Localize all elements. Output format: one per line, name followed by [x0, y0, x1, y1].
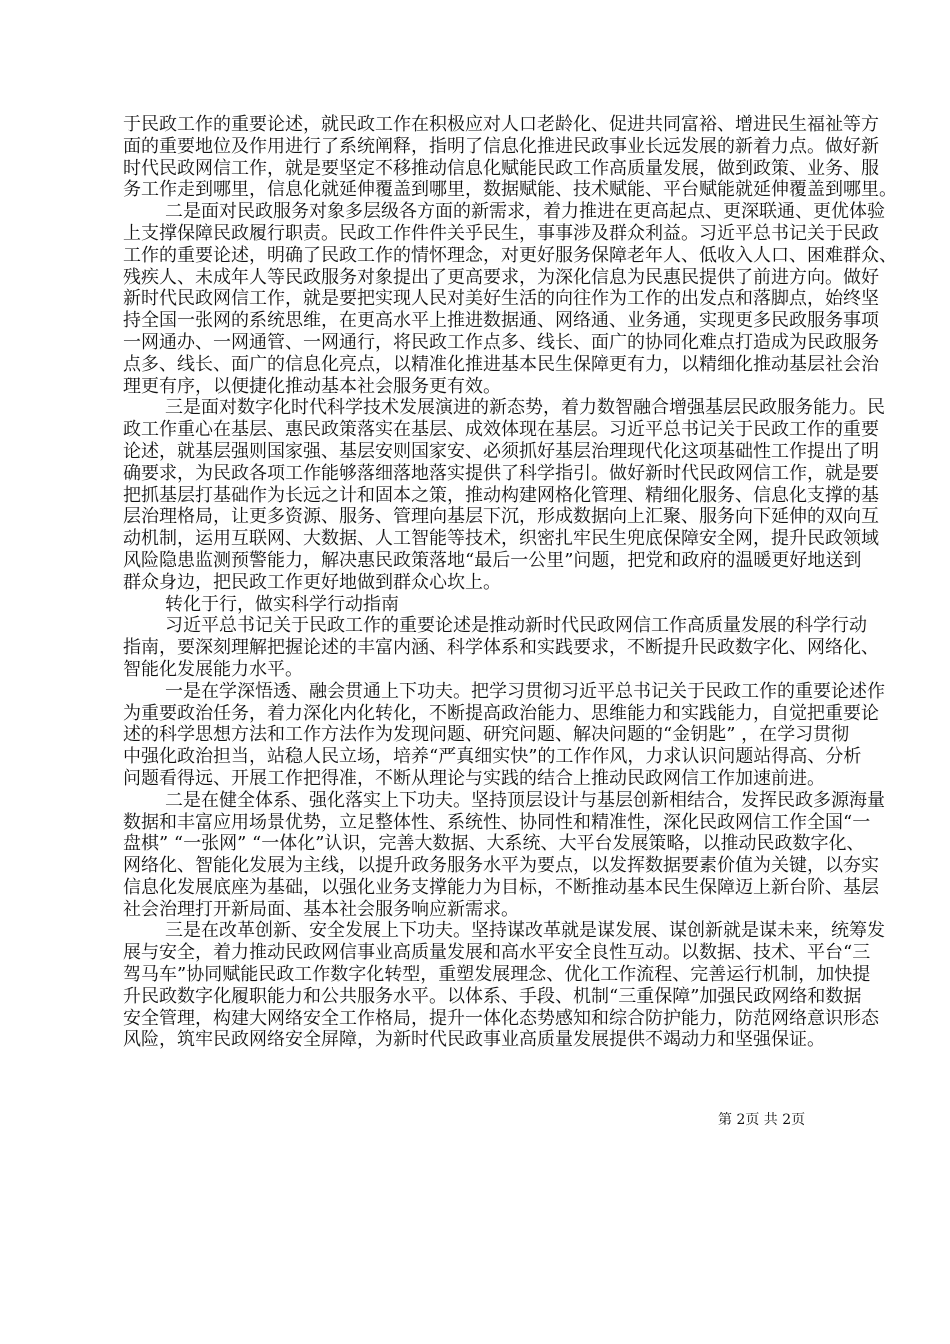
paragraph — [123, 397, 885, 593]
page-number: 第 2页 共 2页 — [718, 1112, 806, 1128]
text-line: 三是在改革创新、安全发展上下功夫。坚持谋改革就是谋发展、谋创新就是谋未来，统筹发 — [165, 920, 885, 942]
paragraph — [123, 114, 897, 201]
paragraph — [123, 789, 885, 921]
text-line: 社会治理打开新局面、基本社会服务响应新需求。 — [123, 898, 519, 920]
text-line: 上支撑保障民政履行职责。民政工作件件关乎民生，事事涉及群众利益。习近平总书记关于民政 — [123, 222, 879, 244]
text-line: 残疾人、未成年人等民政服务对象提出了更高要求，为深化信息为民惠民提供了前进方向。做好 — [123, 266, 879, 288]
text-line: 时代民政网信工作，就是要坚定不移推动信息化赋能民政工作高质量发展，做到政策、业务、服 — [123, 157, 879, 179]
text-line: 网络化、智能化发展为主线，以提升政务服务水平为要点，以发挥数据要素价值为关键，以夯实 — [123, 855, 879, 877]
text-line: 问题看得远、开展工作把得准，不断从理论与实践的结合上推动民政网信工作加速前进。 — [123, 767, 825, 789]
text-line: 一网通办、一网通管、一网通行，将民政工作点多、线长、面广的协同化难点打造成为民政服务 — [123, 331, 879, 353]
section-heading — [123, 594, 830, 616]
text-line: 面的重要地位及作用进行了系统阐释，指明了信息化推进民政事业长远发展的新着力点。做好新 — [123, 135, 879, 157]
paragraph — [123, 615, 879, 680]
text-line: 务工作走到哪里，信息化就延伸覆盖到哪里，数据赋能、技术赋能、平台赋能就延伸覆盖到哪里。 — [123, 179, 897, 201]
text-line: 工作的重要论述，明确了民政工作的情怀理念，对更好服务保障老年人、低收入人口、困难群众、 — [123, 244, 897, 266]
text-line: 持全国一张网的系统思维，在更高水平上推进数据通、网络通、业务通，实现更多民政服务事项 — [123, 310, 879, 332]
text-line: 信息化发展底座为基础，以强化业务支撑能力为目标，不断推动基本民生保障迈上新台阶、基层 — [123, 876, 879, 898]
text-line: 习近平总书记关于民政工作的重要论述是推动新时代民政网信工作高质量发展的科学行动 — [165, 615, 867, 637]
text-line: 智能化发展能力水平。 — [123, 658, 303, 680]
text-line: 层治理格局，让更多资源、服务、管理向基层下沉，形成数据向上汇聚、服务向下延伸的双向互 — [123, 506, 879, 528]
text-line: 转化于行，做实科学行动指南 — [165, 593, 399, 615]
text-line: 风险隐患监测预警能力，解决惠民政策落地“最后一公里”问题，把党和政府的温暖更好地送到 — [123, 549, 862, 571]
text-line: 理更有序，以便捷化推动基本社会服务更有效。 — [123, 375, 501, 397]
text-line: 政工作重心在基层、惠民政策落实在基层、成效体现在基层。习近平总书记关于民政工作的重要 — [123, 419, 879, 441]
text-line: 风险，筑牢民政网络安全屏障，为新时代民政事业高质量发展提供不竭动力和坚强保证。 — [123, 1029, 825, 1051]
text-line: 动机制，运用互联网、大数据、人工智能等技术，织密扎牢民生兜底保障安全网，提升民政领域 — [123, 528, 879, 550]
document-body — [123, 114, 897, 1051]
text-line: 群众身边，把民政工作更好地做到群众心坎上。 — [123, 571, 501, 593]
text-line: 于民政工作的重要论述，就民政工作在积极应对人口老龄化、促进共同富裕、增进民生福祉等方 — [123, 114, 879, 135]
text-line: 点多、线长、面广的信息化亮点，以精准化推进基本民生保障更有力，以精细化推动基层社会治 — [123, 353, 879, 375]
text-line: 展与安全，着力推动民政网信事业高质量发展和高水平安全良性互动。以数据、技术、平台“三 — [123, 942, 871, 964]
paragraph — [123, 201, 897, 397]
paragraph — [123, 920, 885, 1051]
text-line: 安全管理，构建大网络安全工作格局，提升一体化态势感知和综合防护能力，防范网络意识形态 — [123, 1007, 879, 1029]
text-line: 为重要政治任务，着力深化内化转化，不断提高政治能力、思维能力和实践能力，自觉把重要论 — [123, 702, 879, 724]
text-line: 二是面对民政服务对象多层级各方面的新需求，着力推进在更高起点、更深联通、更优体验 — [165, 201, 885, 223]
text-line: 升民政数字化履职能力和公共服务水平。以体系、手段、机制“三重保障”加强民政网络和数据 — [123, 985, 862, 1007]
paragraph — [123, 680, 885, 790]
text-line: 驾马车”协同赋能民政工作数字化转型，重塑发展理念、优化工作流程、完善运行机制，加快提 — [123, 964, 871, 986]
text-line: 确要求，为民政各项工作能够落细落地落实提供了科学指引。做好新时代民政网信工作，就是要 — [123, 462, 879, 484]
text-line: 二是在健全体系、强化落实上下功夫。坚持顶层设计与基层创新相结合，发挥民政多源海量 — [165, 789, 885, 811]
text-line: 盘棋” “一张网” “一体化”认识，完善大数据、大系统、大平台发展策略，以推动民政数字化、 — [123, 833, 865, 855]
text-line: 数据和丰富应用场景优势，立足整体性、系统性、协同性和精准性，深化民政网信工作全国“一 — [123, 811, 871, 833]
text-line: 把抓基层打基础作为长远之计和固本之策，推动构建网格化管理、精细化服务、信息化支撑的基 — [123, 484, 879, 506]
text-line: 一是在学深悟透、融会贯通上下功夫。把学习贯彻习近平总书记关于民政工作的重要论述作 — [165, 680, 885, 702]
text-line: 新时代民政网信工作，就是要把实现人民对美好生活的向往作为工作的出发点和落脚点，始终坚 — [123, 288, 879, 310]
text-line: 述的科学思想方法和工作方法作为发现问题、研究问题、解决问题的“金钥匙” ，在学习贯彻 — [123, 724, 850, 746]
text-line: 论述，就基层强则国家强、基层安则国家安、必须抓好基层治理现代化这项基础性工作提出了明 — [123, 440, 879, 462]
text-line: 三是面对数字化时代科学技术发展演进的新态势，着力数智融合增强基层民政服务能力。民 — [165, 397, 885, 419]
text-line: 中强化政治担当，站稳人民立场，培养“严真细实快”的工作作风，力求认识问题站得高、分析 — [123, 746, 862, 768]
text-line: 指南，要深刻理解把握论述的丰富内涵、科学体系和实践要求，不断提升民政数字化、网络化、 — [123, 637, 879, 659]
